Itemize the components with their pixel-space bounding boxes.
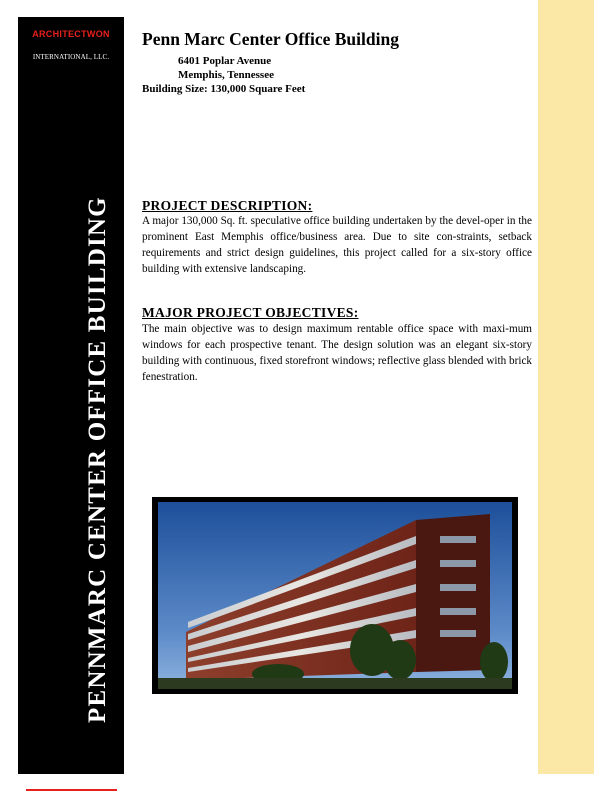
address-city: Memphis, Tennessee xyxy=(178,69,274,81)
footer-red-rule xyxy=(26,789,117,791)
office-building-illustration xyxy=(158,502,512,689)
project-description-text: A major 130,000 Sq. ft. speculative office building undertaken by the devel-oper in the prominent East Memphis office/business area. Due to site con-straints, setback requirements and strict design guidelines, this project called for a six-story office building with extensive landscaping. xyxy=(142,215,532,275)
vertical-project-title: PENNMARC CENTER OFFICE BUILDING xyxy=(84,196,111,723)
address-street: 6401 Poplar Avenue xyxy=(178,55,272,67)
sidebar xyxy=(18,17,124,774)
building-size: Building Size: 130,000 Square Feet xyxy=(142,83,306,95)
company-logo-subtitle: INTERNATIONAL, LLC. xyxy=(32,53,110,61)
building-photo xyxy=(152,497,518,694)
right-color-band xyxy=(538,0,594,774)
page-title: Penn Marc Center Office Building xyxy=(142,29,399,49)
project-description-heading: PROJECT DESCRIPTION: xyxy=(142,198,313,213)
company-logo: ARCHITECTWON xyxy=(32,29,110,39)
project-objectives-heading: MAJOR PROJECT OBJECTIVES: xyxy=(142,305,359,320)
project-objectives-text: The main objective was to design maximum rentable office space with maxi-mum windows for each prospective tenant. The design solution was an elegant six-story building with continuous, fixed storefront windows; reflective glass blended with brick fenestration. xyxy=(142,323,532,383)
